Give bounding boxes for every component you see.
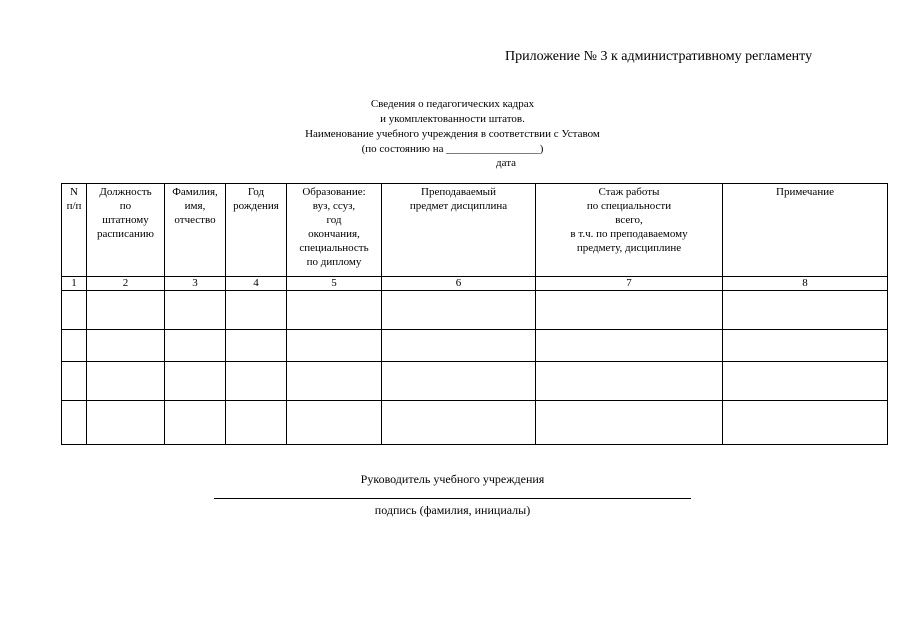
table-cell[interactable] bbox=[382, 330, 536, 362]
column-header-position: Должность по штатному расписанию bbox=[87, 184, 165, 277]
table-cell[interactable] bbox=[226, 291, 287, 330]
signature-title: Руководитель учебного учреждения bbox=[360, 472, 545, 486]
staff-table bbox=[61, 183, 888, 445]
table-cell[interactable] bbox=[87, 362, 165, 401]
column-header-full-name: Фамилия, имя, отчество bbox=[165, 184, 226, 277]
table-cell[interactable] bbox=[165, 362, 226, 401]
table-cell[interactable] bbox=[287, 401, 382, 445]
table-header-row bbox=[62, 184, 888, 277]
column-number: 4 bbox=[226, 277, 287, 291]
table-row bbox=[62, 362, 888, 401]
table-cell[interactable] bbox=[287, 291, 382, 330]
table-cell[interactable] bbox=[165, 291, 226, 330]
table-cell[interactable] bbox=[87, 291, 165, 330]
table-cell[interactable] bbox=[62, 330, 87, 362]
column-number: 3 bbox=[165, 277, 226, 291]
table-cell[interactable] bbox=[536, 330, 723, 362]
column-number: 1 bbox=[62, 277, 87, 291]
table-cell[interactable] bbox=[287, 330, 382, 362]
table-cell[interactable] bbox=[87, 401, 165, 445]
table-cell[interactable] bbox=[165, 330, 226, 362]
table-row bbox=[62, 330, 888, 362]
column-number: 2 bbox=[87, 277, 165, 291]
column-header-subject: Преподаваемый предмет дисциплина bbox=[382, 184, 536, 277]
appendix-title: Приложение № 3 к административному регламенту bbox=[505, 49, 813, 64]
table-cell[interactable] bbox=[723, 362, 888, 401]
column-header-number: N п/п bbox=[62, 184, 87, 277]
column-number: 8 bbox=[723, 277, 888, 291]
signature-caption: подпись (фамилия, инициалы) bbox=[374, 503, 531, 517]
table-cell[interactable] bbox=[382, 401, 536, 445]
table-cell[interactable] bbox=[723, 330, 888, 362]
column-number-row bbox=[62, 277, 888, 291]
header-line-4: (по состоянию на _________________) bbox=[361, 143, 544, 155]
column-number: 7 bbox=[536, 277, 723, 291]
column-number: 5 bbox=[287, 277, 382, 291]
table-cell[interactable] bbox=[723, 401, 888, 445]
table-cell[interactable] bbox=[382, 362, 536, 401]
header-line-1: Сведения о педагогических кадрах bbox=[370, 98, 535, 110]
table-cell[interactable] bbox=[62, 362, 87, 401]
table-cell[interactable] bbox=[87, 330, 165, 362]
signature-line bbox=[214, 498, 691, 499]
table-row bbox=[62, 401, 888, 445]
table-cell[interactable] bbox=[165, 401, 226, 445]
column-header-birth-year: Год рождения bbox=[226, 184, 287, 277]
table-cell[interactable] bbox=[226, 401, 287, 445]
column-header-note: Примечание bbox=[723, 184, 888, 277]
document-header bbox=[0, 97, 905, 157]
column-number: 6 bbox=[382, 277, 536, 291]
table-cell[interactable] bbox=[226, 362, 287, 401]
column-header-experience: Стаж работы по специальности всего, в т.ч. по преподаваемому предмету, дисциплине bbox=[536, 184, 723, 277]
table-cell[interactable] bbox=[536, 401, 723, 445]
date-caption: дата bbox=[496, 157, 517, 169]
table-cell[interactable] bbox=[62, 401, 87, 445]
table-cell[interactable] bbox=[287, 362, 382, 401]
table-cell[interactable] bbox=[536, 291, 723, 330]
table-cell[interactable] bbox=[723, 291, 888, 330]
header-line-3: Наименование учебного учреждения в соответствии с Уставом bbox=[305, 128, 600, 140]
column-header-education: Образование: вуз, ссуз, год окончания, специальность по диплому bbox=[287, 184, 382, 277]
table-cell[interactable] bbox=[62, 291, 87, 330]
table-row bbox=[62, 291, 888, 330]
table-cell[interactable] bbox=[536, 362, 723, 401]
table-cell[interactable] bbox=[382, 291, 536, 330]
header-line-2: и укомплектованности штатов. bbox=[380, 113, 525, 125]
table-cell[interactable] bbox=[226, 330, 287, 362]
